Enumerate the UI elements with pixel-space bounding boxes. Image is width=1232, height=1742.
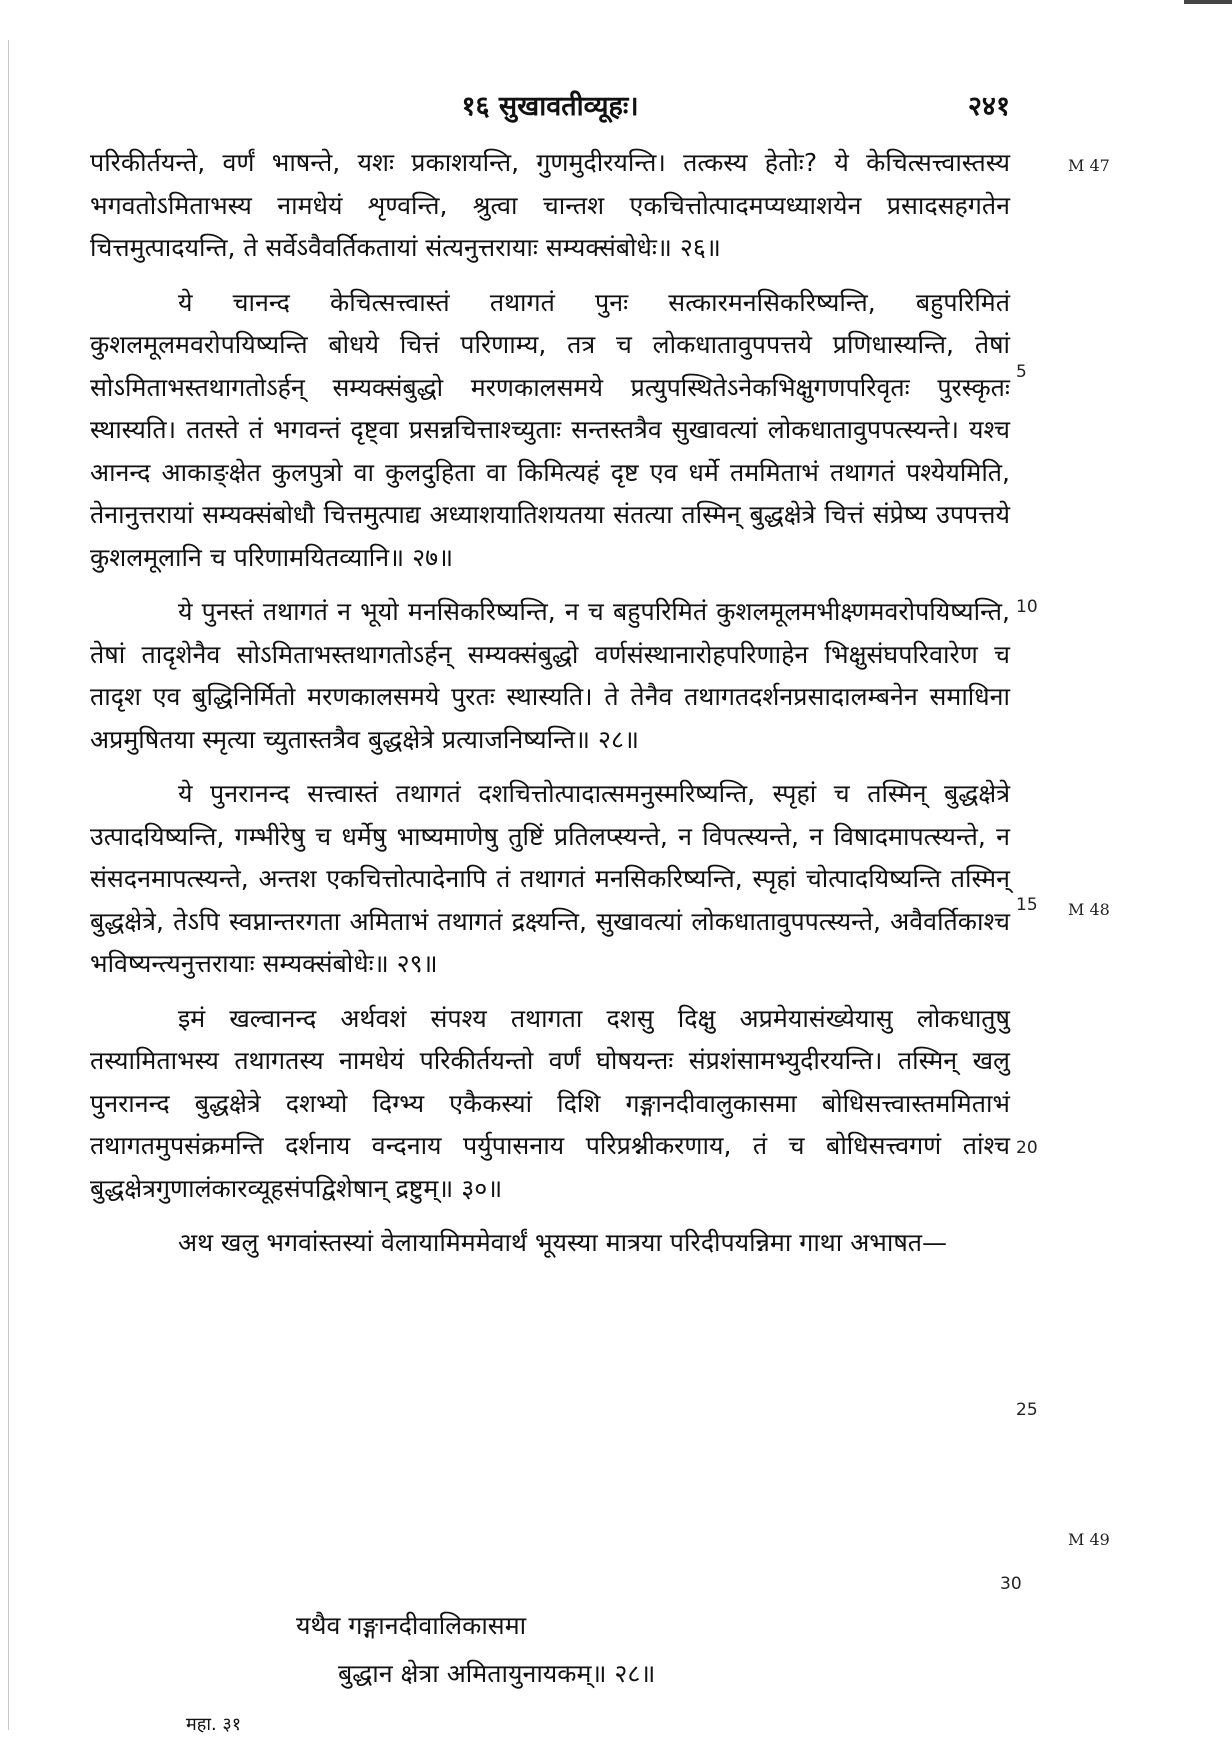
verse-line-1: यथैव गङ्गानदीवालिकासमा xyxy=(296,1611,527,1640)
line-number: 15 xyxy=(1016,895,1038,915)
line-number: 20 xyxy=(1016,1138,1038,1158)
paragraph-gatha-intro: अथ खलु भगवांस्तस्यां वेलायामिममेवार्थं भूयस्या मात्रया परिदीपयन्निमा गाथा अभाषत— xyxy=(178,1228,948,1257)
margin-reference: M 49 xyxy=(1068,1530,1110,1549)
paragraph-29: ये पुनरानन्द सत्त्वास्तं तथागतं दशचित्तोत्पादात्समनुस्मरिष्यन्ति, स्पृहां च तस्मिन् बुद्धक्षेत्रे उत्पादयिष्यन्ति, गम्भीरेषु च धर्मेषु भाष्यमाणेषु तुष्टिं प्रतिलप्स्यन्ते, न विपत्स्यन्ते, न विषादमापत्स्यन्ते, न संसदनमापत्स्यन्ते, अन्तश एकचित्तोत्पादेनापि तं तथागतं मनसिकरिष्यन्ति, स्पृहां चोत्पादयिष्यन्ति तस्मिन् बुद्धक्षेत्रे, तेऽपि स्वप्नान्तरगता अमिताभं तथागतं द्रक्ष्यन्ति, सुखावत्यां लोकधातावुपपत्स्यन्ते, अवैवर्तिकाश्च भविष्यन्त्यनुत्तरायाः सम्यक्संबोधेः॥ २९॥ xyxy=(90,779,1010,978)
text-body xyxy=(90,142,1010,1277)
scan-corner-mark xyxy=(1184,0,1232,4)
signature-mark: महा. ३१ xyxy=(186,1714,242,1735)
line-number: 30 xyxy=(1000,1574,1022,1594)
verse-line-2: बुद्धान क्षेत्रा अमितायुनायकम्॥ २८॥ xyxy=(338,1659,656,1688)
running-header xyxy=(90,86,1010,126)
line-number: 25 xyxy=(1016,1400,1038,1420)
paragraph-27: ये चानन्द केचित्सत्त्वास्तं तथागतं पुनः सत्कारमनसिकरिष्यन्ति, बहुपरिमितं कुशलमूलमवरोपयिष्यन्ति बोधये चित्तं परिणाम्य, तत्र च लोकधातावुपपत्तये प्रणिधास्यन्ति, तेषां सोऽमिताभस्तथागतोऽर्हन् सम्यक्संबुद्धो मरणकालसमये प्रत्युपस्थितेऽनेकभिक्षुगणपरिवृतः पुरस्कृतः स्थास्यति। ततस्ते तं भगवन्तं दृष्ट्वा प्रसन्नचित्ताश्च्युताः सन्तस्तत्रैव सुखावत्यां लोकधातावुपपत्स्यन्ते। यश्च आनन्द आकाङ्क्षेत कुलपुत्रो वा कुलदुहिता वा किमित्यहं दृष्ट एव धर्मे तममिताभं तथागतं पश्येयमिति, तेनानुत्तरायां सम्यक्संबोधौ चित्तमुत्पाद्य अध्याशयातिशयतया संतत्या तस्मिन् बुद्धक्षेत्रे चित्तं संप्रेष्य उपपत्तये कुशलमूलानि च परिणामयितव्यानि॥ २७॥ xyxy=(90,287,1010,572)
line-number: 10 xyxy=(1016,597,1038,617)
margin-reference: M 48 xyxy=(1068,900,1110,919)
margin-reference: M 47 xyxy=(1068,156,1110,175)
paragraph-28: ये पुनस्तं तथागतं न भूयो मनसिकरिष्यन्ति, न च बहुपरिमितं कुशलमूलमभीक्ष्णमवरोपयिष्यन्ति, तेषां तादृशेनैव सोऽमिताभस्तथागतोऽर्हन् सम्यक्संबुद्धो वर्णसंस्थानारोहपरिणाहेन भिक्षुसंघपरिवारेण च तादृश एव बुद्धिनिर्मितो मरणकालसमये पुरतः स्थास्यति। ते तेनैव तथागतदर्शनप्रसादालम्बनेन समाधिना अप्रमुषितया स्मृत्या च्युतास्तत्रैव बुद्धक्षेत्रे प्रत्याजनिष्यन्ति॥ २८॥ xyxy=(90,597,1010,754)
page-number: २४१ xyxy=(967,91,1010,122)
running-title: १६ सुखावतीव्यूहः। xyxy=(461,91,639,122)
page-edge-line xyxy=(8,40,9,1730)
line-number: 5 xyxy=(1016,362,1027,382)
paragraph-30: इमं खल्वानन्द अर्थवशं संपश्य तथागता दशसु दिक्षु अप्रमेयासंख्येयासु लोकधातुषु तस्यामिताभस्य तथागतस्य नामधेयं परिकीर्तयन्तो वर्णं घोषयन्तः संप्रशंसामभ्युदीरयन्ति। तस्मिन् खलु पुनरानन्द बुद्धक्षेत्रे दशभ्यो दिग्भ्य एकैकस्यां दिशि गङ्गानदीवालुकासमा बोधिसत्त्वास्तममिताभं तथागतमुपसंक्रमन्ति दर्शनाय वन्दनाय पर्युपासनाय परिप्रश्नीकरणाय, तं च बोधिसत्त्वगणं तांश्च बुद्धक्षेत्रगुणालंकारव्यूहसंपद्विशेषान् द्रष्टुम्॥ ३०॥ xyxy=(90,1003,1010,1203)
paragraph-26: परिकीर्तयन्ते, वर्णं भाषन्ते, यशः प्रकाशयन्ति, गुणमुदीरयन्ति। तत्कस्य हेतोः? ये केचित्सत्त्वास्तस्य भगवतोऽमिताभस्य नामधेयं शृण्वन्ति, श्रुत्वा चान्तश एकचित्तोत्पादमप्यध्याशयेन प्रसादसहगतेन चित्तमुत्पादयन्ति, ते सर्वेऽवैवर्तिकतायां संत्यनुत्तरायाः सम्यक्संबोधेः॥ २६॥ xyxy=(90,148,1010,262)
